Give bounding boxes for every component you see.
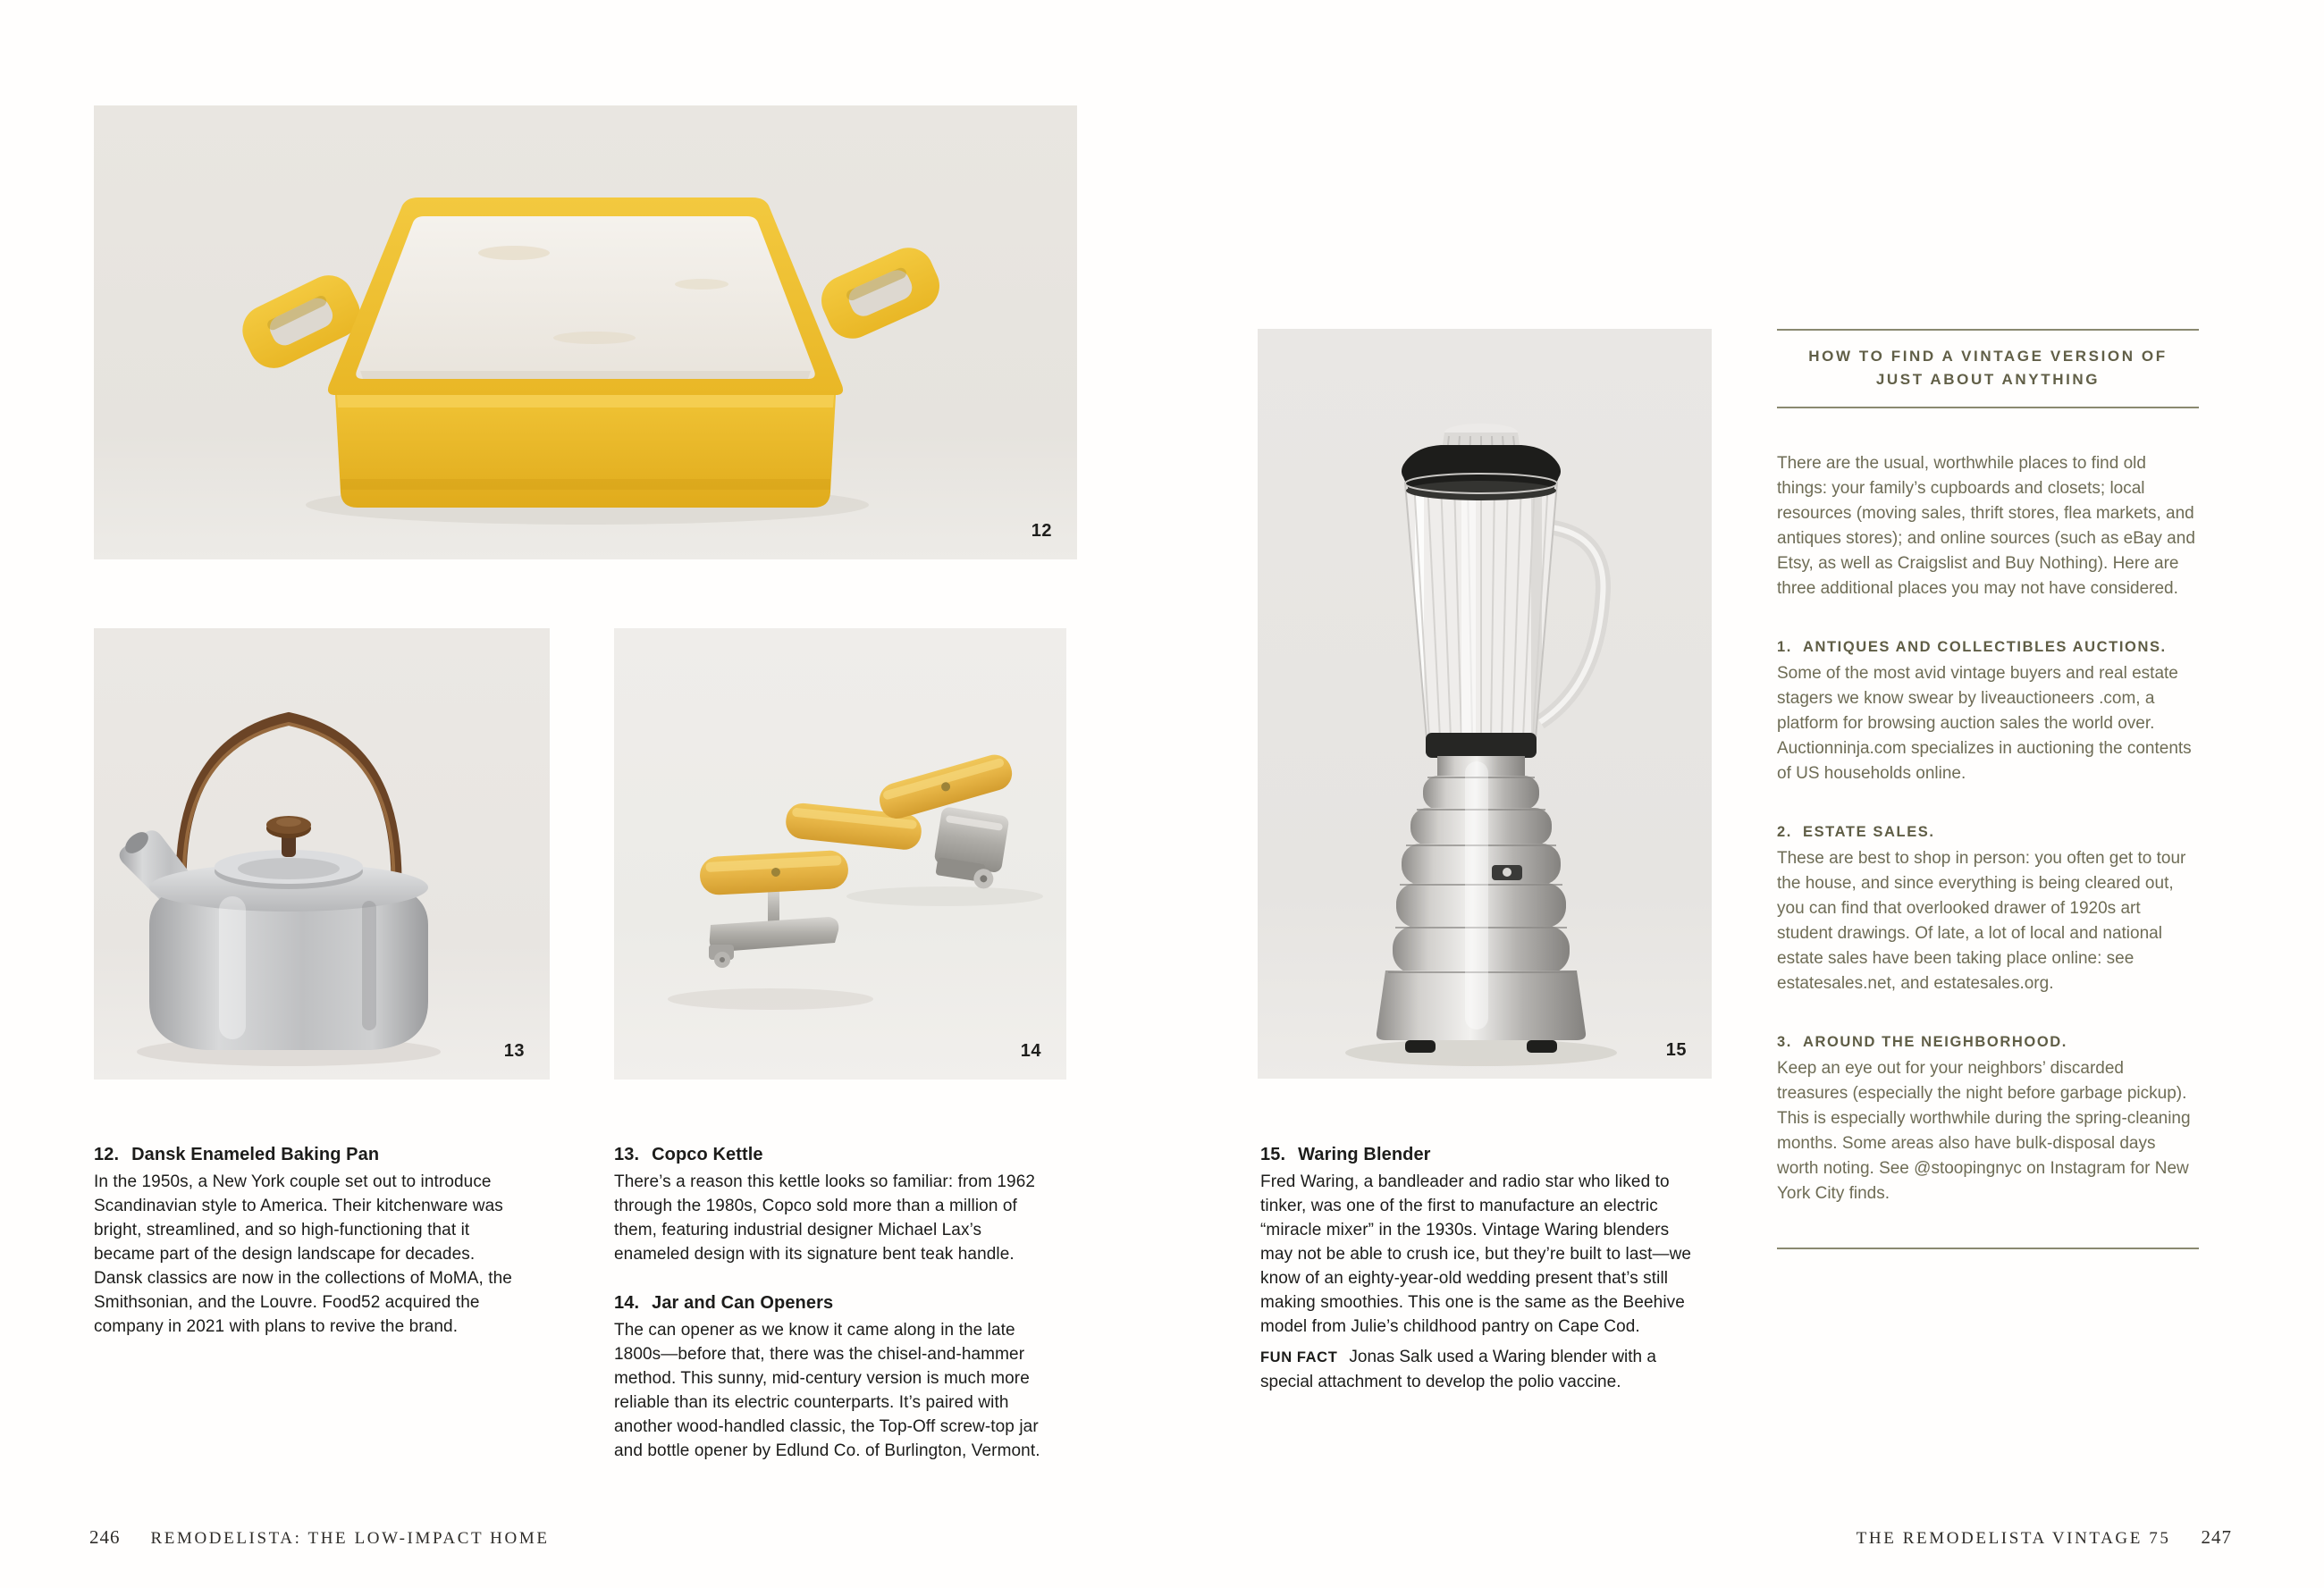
caption-body: The can opener as we know it came along in the late 1800s—before that, there was the chisel-and-hammer method. This sunny, mid-century version is much more reliable than its electric counterparts. It’s paired with another wood-handled classic, the Top-Off screw-top jar and bottle opener by Edlund Co. of Burlington, Vermont. (614, 1321, 1040, 1460)
sidebar-section-body: Keep an eye out for your neighbors’ discarded treasures (especially the night before garbage pickup). This is especially worthwhile during the spring-cleaning months. Some areas also have bulk-disposal days worth noting. See @stoopingnyc on Instagram for New York City finds. (1777, 1059, 2191, 1203)
caption-jar-can-openers (614, 1293, 1045, 1463)
blender-illustration (1258, 329, 1712, 1079)
caption-title: 15. Waring Blender (1260, 1145, 1431, 1164)
photo-number: 15 (1665, 1040, 1687, 1060)
sidebar-section-body: Some of the most avid vintage buyers and real estate stagers we know swear by liveauctioneers .com, a platform for browsing auction sales the world over. Auctionninja.com specializes in auctioning the contents of US households online. (1777, 664, 2192, 783)
caption-number: 15. (1260, 1145, 1286, 1164)
caption-baking-pan (94, 1145, 521, 1339)
running-title: THE REMODELISTA VINTAGE 75 (1856, 1529, 2171, 1548)
caption-body: Fred Waring, a bandleader and radio star who liked to tinker, was one of the first to manufacture an electric “miracle mixer” in the 1930s. Vintage Waring blenders may not be able to crush ice, but they’re built to last—we know of an eighty-year-old wedding present that’s still making smoothies. This one is the same as the Beehive model from Julie’s childhood pantry on Cape Cod. (1260, 1172, 1692, 1336)
caption-title: 12. Dansk Enameled Baking Pan (94, 1145, 380, 1164)
running-title: REMODELISTA: THE LOW-IMPACT HOME (150, 1529, 550, 1548)
photo-kettle (94, 628, 550, 1080)
caption-number: 13. (614, 1145, 640, 1164)
photo-openers (614, 628, 1066, 1080)
sidebar-section-estate-sales (1777, 824, 2199, 996)
caption-number: 14. (614, 1293, 640, 1313)
fun-fact-label: FUN FACT (1260, 1349, 1338, 1365)
caption-body: In the 1950s, a New York couple set out to introduce Scandinavian style to America. Their kitchenware was bright, streamlined, and so high-functioning that it became part of the design landscape for decades. Dansk classics are now in the collections of MoMA, the Smithsonian, and the Louvre. Food52 acquired the company in 2021 with plans to revive the brand. (94, 1172, 512, 1336)
fun-fact (1260, 1345, 1695, 1394)
caption-column-2 (614, 1145, 1045, 1490)
page-number: 246 (89, 1526, 121, 1548)
page-number: 247 (2201, 1526, 2232, 1548)
openers-illustration (614, 628, 1066, 1080)
caption-body: There’s a reason this kettle looks so familiar: from 1962 through the 1980s, Copco sold more than a million of them, featuring industrial designer Michael Lax’s enameled design with its signature bent teak handle. (614, 1172, 1036, 1264)
jar-opener-handle (699, 850, 849, 896)
sidebar-section-heading: 2. ESTATE SALES. (1777, 824, 1935, 840)
sidebar-section-neighborhood (1777, 1034, 2199, 1206)
photo-number: 13 (503, 1041, 525, 1061)
caption-title: 14. Jar and Can Openers (614, 1293, 834, 1313)
sidebar-section-heading: 1. ANTIQUES AND COLLECTIBLES AUCTIONS. (1777, 639, 2167, 655)
kettle-illustration (94, 628, 550, 1080)
sidebar-title-rule (1777, 407, 2199, 408)
photo-blender (1258, 329, 1712, 1079)
sidebar-title: HOW TO FIND A VINTAGE VERSION OF JUST ABOUT ANYTHING (1808, 348, 2168, 388)
fun-fact-text: Jonas Salk used a Waring blender with a special attachment to develop the polio vaccine. (1260, 1348, 1656, 1391)
footer-right (1857, 1526, 2232, 1549)
photo-baking-pan (94, 105, 1077, 559)
caption-number: 12. (94, 1145, 120, 1164)
sidebar-section-auctions (1777, 639, 2199, 786)
caption-waring-blender (1260, 1145, 1695, 1394)
sidebar-bottom-rule (1777, 1248, 2199, 1249)
sidebar-section-body: These are best to shop in person: you often get to tour the house, and since everything is being cleared out, you can find that overlooked drawer of 1920s art student drawings. Of late, a lot of local and national estate sales have been taking place online: see estatesales.net, and estatesales.org. (1777, 849, 2186, 993)
footer-left (89, 1526, 550, 1549)
caption-copco-kettle (614, 1145, 1045, 1266)
baking-pan-illustration (94, 105, 1077, 559)
photo-number: 14 (1020, 1041, 1041, 1061)
sidebar-intro: There are the usual, worthwhile places to find old things: your family’s cupboards and closets; local resources (moving sales, thrift stores, flea markets, and antiques stores); and online sources (such as eBay and Etsy, as well as Craigslist and Buy Nothing). Here are three additional places you may not have considered. (1777, 454, 2195, 598)
sidebar-section-heading: 3. AROUND THE NEIGHBORHOOD. (1777, 1034, 2067, 1050)
photo-number: 12 (1031, 521, 1052, 541)
caption-title: 13. Copco Kettle (614, 1145, 763, 1164)
vintage-finding-sidebar (1777, 329, 2199, 1249)
